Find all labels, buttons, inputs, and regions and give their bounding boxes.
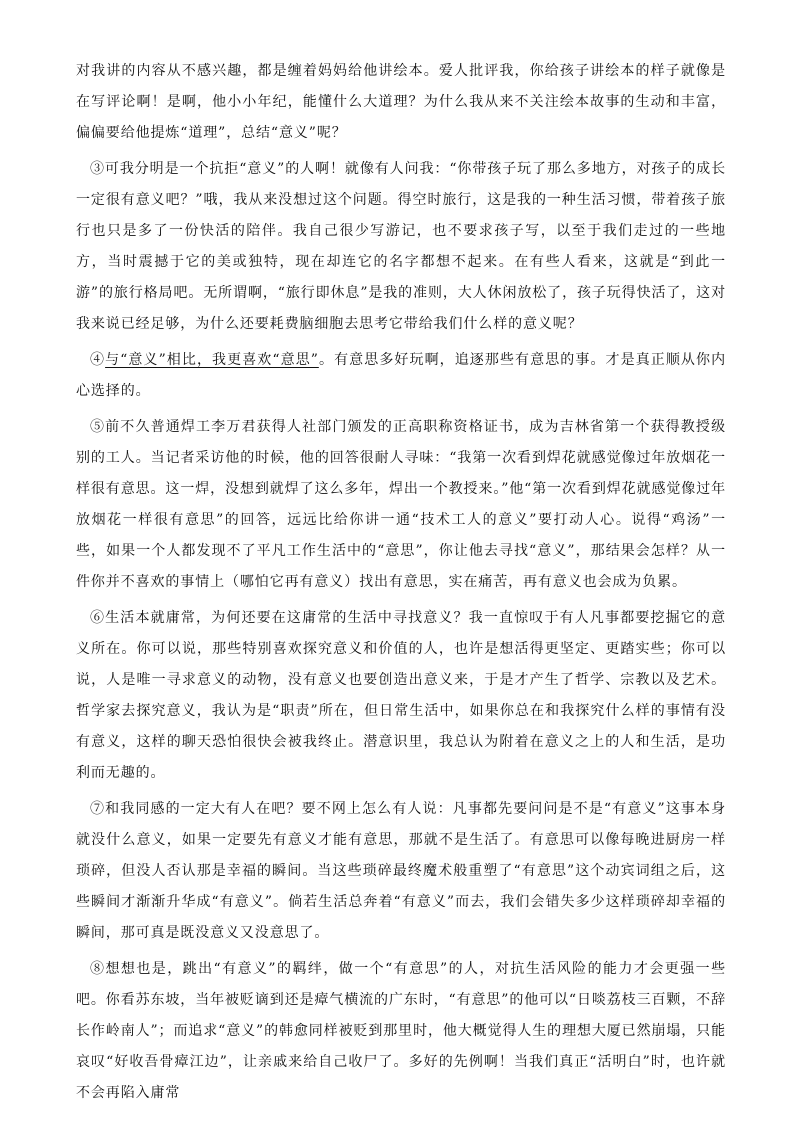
paragraph-7: ⑦和我同感的一定大有人在吧？要不网上怎么有人说：凡事都先要问问是不是“有意义”这事本身就没什么意义，如果一定要先有意义才能有意思，那就不是生活了。有意思可以像每晚进厨房一样琐碎，但没人否认那是幸福的瞬间。当这些琐碎最终魔术般重塑了“有意思”这个动宾词组之后，这些瞬间才渐渐升华成“有意义”。倘若生活总奔着“有意义”而去，我们会错失多少这样琐碎却幸福的瞬间，那可真是既没意义又没意思了。 <box>76 801 726 941</box>
paragraph-continuation: 对我讲的内容从不感兴趣，都是缠着妈妈给他讲绘本。爱人批评我，你给孩子讲绘本的样子就像是在写评论啊！是啊，他小小年纪，能懂什么大道理？为什么我从来不关注绘本故事的生动和丰富，偏偏要给他提炼“道理”，总结“意义”呢？ <box>76 63 726 141</box>
paragraph-4-underlined-sentence: 与“意义”相比，我更喜欢“意思” <box>105 352 319 368</box>
paragraph-5: ⑤前不久普通焊工李万君获得人社部门颁发的正高职称资格证书，成为吉林省第一个获得教授级别的工人。当记者采访他的时候，他的回答很耐人寻味：“我第一次看到焊花就感觉像过年放烟花一样很有意思。这一焊，没想到就焊了这么多年，焊出一个教授来。”他“第一次看到焊花就感觉像过年放烟花一样很有意思”的回答，远远比给你讲一通“技术工人的意义”要打动人心。说得“鸡汤”一些，如果一个人都发现不了平凡工作生活中的“意思”，你让他去寻找“意义”，那结果会怎样？从一件你并不喜欢的事情上（哪怕它再有意义）找出有意思，实在痛苦，再有意义也会成为负累。 <box>76 419 726 590</box>
paragraph-4 <box>76 345 726 407</box>
paragraph-4-rest: 。有意思多好玩啊，追逐那些有意思的事。才是真正顺从你内心选择的。 <box>76 352 726 399</box>
paragraph-8: ⑧想想也是，跳出“有意义”的羁绊，做一个“有意思”的人，对抗生活风险的能力才会更强一些吧。你看苏东坡，当年被贬谪到还是瘴气横流的广东时，“有意思”的他可以“日啖荔枝三百颗，不辞长作岭南人”；而追求“意义”的韩愈同样被贬到那里时，他大概觉得人生的理想大厦已然崩塌，只能哀叹“好收吾骨瘴江边”，让亲戚来给自己收尸了。多好的先例啊！当我们真正“活明白”时，也许就不会再陷入庸常 <box>76 961 726 1101</box>
paragraph-6: ⑥生活本就庸常，为何还要在这庸常的生活中寻找意义？我一直惊叹于有人凡事都要挖掘它的意义所在。你可以说，那些特别喜欢探究意义和价值的人，也许是想活得更坚定、更踏实些；你可以说，人是唯一寻求意义的动物，没有意义也要创造出意义来，于是才产生了哲学、宗教以及艺术。哲学家去探究意义，我认为是“职责”所在，但日常生活中，如果你总在和我探究什么样的事情有没有意义，这样的聊天恐怕很快会被我终止。潜意识里，我总认为附着在意义之上的人和生活，是功利而无趣的。 <box>76 610 726 781</box>
document-page <box>76 56 726 1114</box>
paragraph-3: ③可我分明是一个抗拒“意义”的人啊！就像有人问我：“你带孩子玩了那么多地方，对孩子的成长一定很有意义吧？”哦，我从来没想过这个问题。得空时旅行，这是我的一种生活习惯，带着孩子旅行也只是多了一份快活的陪伴。我自己很少写游记，也不要求孩子写，以至于我们走过的一些地方，当时震撼于它的美或独特，现在却连它的名字都想不起来。在有些人看来，这就是“到此一游”的旅行格局吧。无所谓啊，“旅行即休息”是我的准则，大人休闲放松了，孩子玩得快活了，这对我来说已经足够，为什么还要耗费脑细胞去思考它带给我们什么样的意义呢？ <box>76 161 726 332</box>
paragraph-4-number: ④ <box>90 352 106 368</box>
